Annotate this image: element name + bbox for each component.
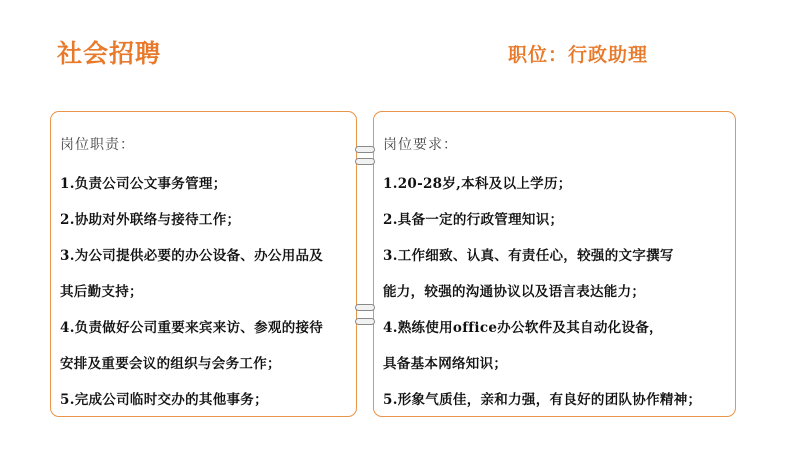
list-item: 3.工作细致、认真、有责任心，较强的文字撰写: [383, 248, 674, 264]
list-item: 4.负责做好公司重要来宾来访、参观的接待: [60, 320, 324, 336]
list-item: 具备基本网络知识；: [383, 356, 508, 372]
binder-ring: [355, 318, 375, 325]
list-item: 1.20-28岁,本科及以上学历；: [383, 176, 572, 192]
list-item: 5.形象气质佳，亲和力强，有良好的团队协作精神；: [383, 392, 702, 408]
binder-ring: [355, 146, 375, 153]
binder-ring: [355, 158, 375, 165]
list-item: 安排及重要会议的组织与会务工作；: [60, 356, 281, 372]
page-title: 社会招聘: [57, 39, 162, 68]
list-item: 4.熟练使用office办公软件及其自动化设备，: [383, 320, 663, 336]
list-item: 1.负责公司公文事务管理；: [60, 176, 227, 192]
list-item: 其后勤支持；: [60, 284, 143, 300]
binder-ring: [355, 304, 375, 311]
requirements-card: [373, 111, 736, 417]
list-item: 2.协助对外联络与接待工作；: [60, 212, 241, 228]
responsibilities-card: [50, 111, 357, 417]
list-item: 能力，较强的沟通协议以及语言表达能力；: [383, 284, 646, 300]
list-item: 5.完成公司临时交办的其他事务；: [60, 392, 268, 408]
requirements-heading: 岗位要求：: [383, 137, 458, 153]
responsibilities-heading: 岗位职责：: [60, 137, 135, 153]
list-item: 2.具备一定的行政管理知识；: [383, 212, 564, 228]
position-label: 职位：行政助理: [508, 44, 649, 66]
list-item: 3.为公司提供必要的办公设备、办公用品及: [60, 248, 324, 264]
